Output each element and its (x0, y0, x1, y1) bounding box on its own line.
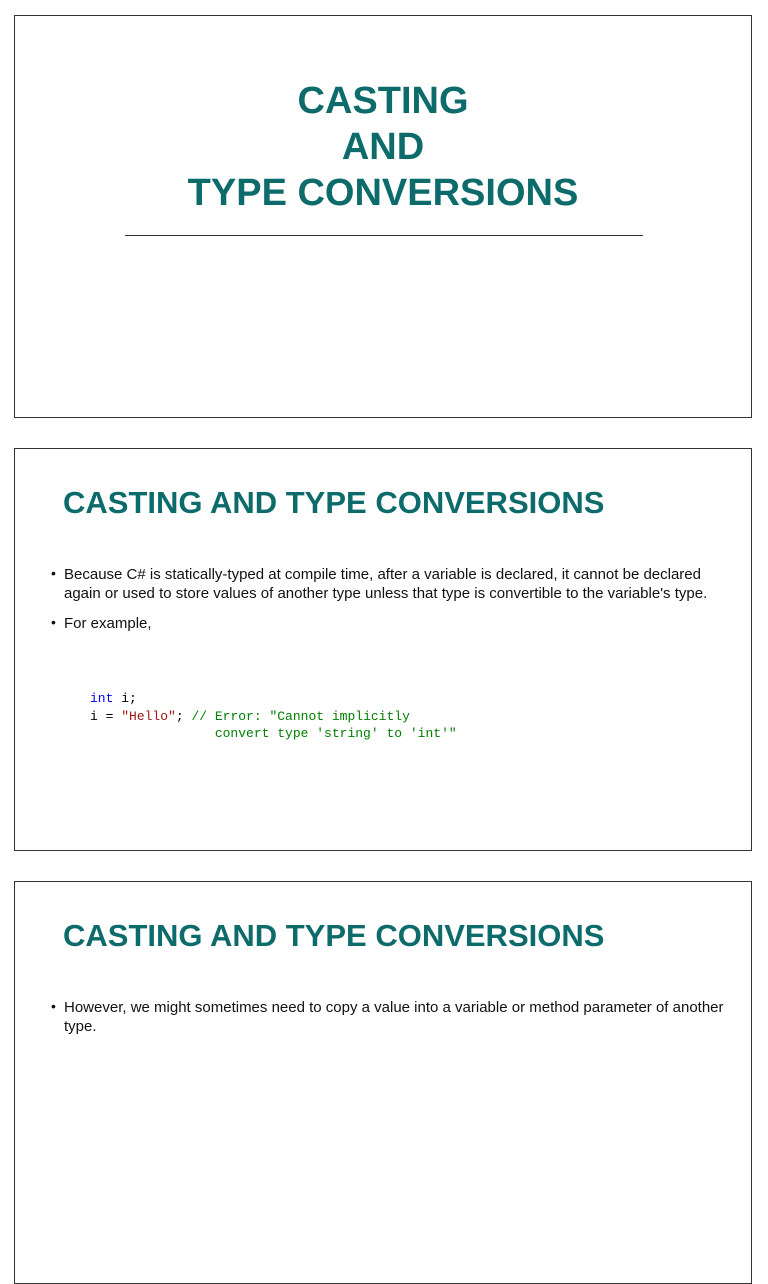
code-indent (90, 726, 215, 741)
bullet-item: • For example, (51, 614, 725, 633)
bullet-list (51, 998, 725, 1047)
code-string: "Hello" (121, 708, 176, 724)
code-text: ; (175, 708, 192, 724)
content-slide (14, 881, 752, 1284)
slide-heading: CASTING AND TYPE CONVERSIONS (63, 918, 605, 953)
code-text: i; (113, 691, 137, 706)
slide-title (15, 78, 751, 216)
title-divider (125, 235, 643, 236)
title-line: AND (341, 126, 425, 168)
bullet-item: • However, we might sometimes need to copy a value into a variable or method parameter of another type. (51, 998, 725, 1036)
code-comment: // Error: "Cannot implicitly (191, 708, 410, 724)
content-slide (14, 448, 752, 851)
title-line: CASTING (297, 80, 469, 122)
bullet-list (51, 565, 725, 644)
code-text: i = (90, 708, 122, 724)
bullet-item: • Because C# is statically-typed at compile time, after a variable is declared, it cannot be declared again or used to store values of another type unless that type is convertible to the variable's type. (51, 565, 725, 603)
code-keyword: int (90, 691, 114, 706)
title-line: TYPE CONVERSIONS (187, 172, 579, 214)
code-sample (90, 690, 457, 743)
code-comment: convert type 'string' to 'int'" (214, 726, 457, 741)
title-slide (14, 15, 752, 418)
slide-heading: CASTING AND TYPE CONVERSIONS (63, 485, 605, 520)
